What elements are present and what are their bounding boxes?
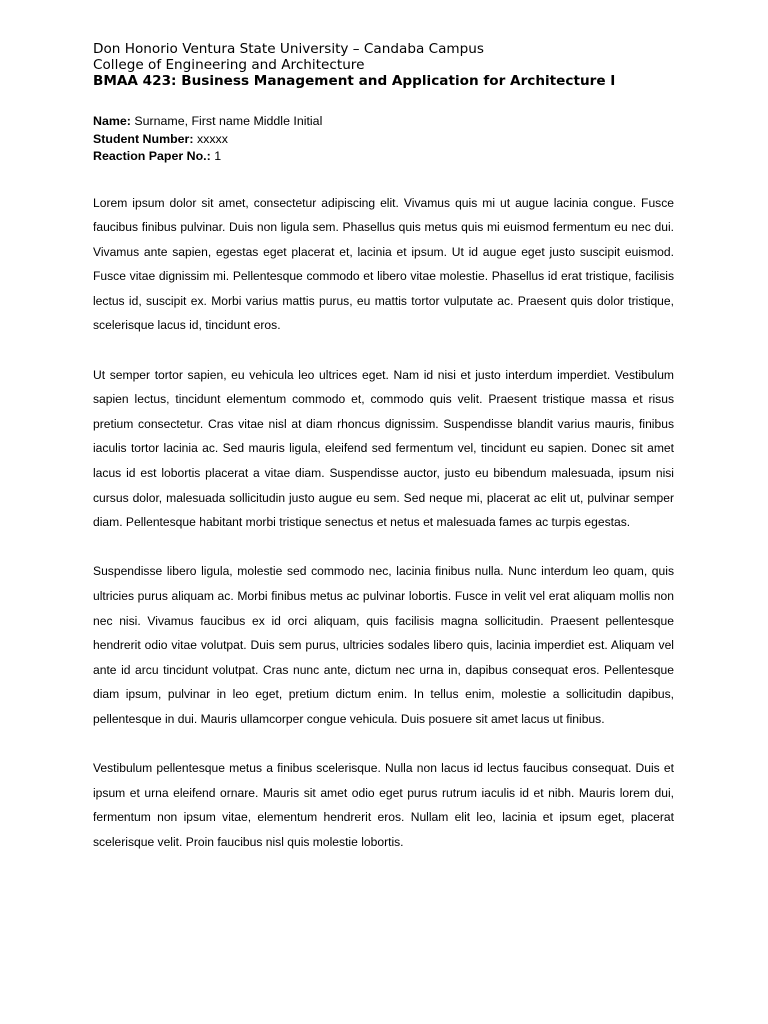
student-number-label: Student Number: [93,131,194,146]
student-info [93,113,674,166]
name-line [93,113,674,131]
paragraph: Ut semper tortor sapien, eu vehicula leo ultrices eget. Nam id nisi et justo interdum imperdiet. Vestibulum sapien lectus, tincidunt elementum commodo et, commodo quis velit. Praesent tristique massa et risus pretium consectetur. Cras vitae nisl at diam rhoncus dignissim. Suspendisse blandit varius mauris, finibus iaculis tortor lacinia ac. Sed mauris ligula, eleifend sed fermentum vel, tincidunt eu sapien. Donec sit amet lacus id est lobortis placerat a vitae diam. Suspendisse auctor, justo eu bibendum malesuada, ipsum nisi cursus dolor, malesuada sollicitudin justo augue eu sem. Sed neque mi, placerat ac elit ut, pulvinar semper diam. Pellentesque habitant morbi tristique senectus et netus et malesuada fames ac turpis egestas. [93,367,674,530]
student-number-value: xxxxx [196,131,228,146]
reaction-paper-line [93,148,674,166]
course-title: BMAA 423: Business Management and Application for Architecture I [93,73,616,89]
reaction-paper-label: Reaction Paper No.: [93,149,211,163]
paragraph: Vestibulum pellentesque metus a finibus scelerisque. Nulla non lacus id lectus faucibus consequat. Duis et ipsum et urna eleifend ornare. Mauris sit amet odio eget purus rutrum iaculis id et nibh. Mauris lorem dui, fermentum non ipsum vitae, elementum hendrerit eros. Nullam elit leo, lacinia et ipsum eget, placerat scelerisque velit. Proin faucibus nisl quis molestie lobortis. [93,761,674,849]
college-name: College of Engineering and Architecture [93,56,365,73]
name-value: Surname, First name Middle Initial [134,114,323,128]
university-name: Don Honorio Ventura State University – Candaba Campus [93,41,484,57]
paragraph: Suspendisse libero ligula, molestie sed commodo nec, lacinia finibus nulla. Nunc interdum leo quam, quis ultricies purus aliquam ac. Morbi finibus metus ac pulvinar lobortis. Fusce in velit vel erat aliquam mollis non nec nisi. Vivamus faucibus ex id orci aliquam, quis facilisis magna sollicitudin. Praesent pellentesque hendrerit odio vitae volutpat. Duis sem purus, ultricies sodales libero quis, lacinia imperdiet est. Aliquam vel ante id arcu tincidunt volutpat. Cras nunc ante, dictum nec urna in, dapibus consequat eros. Pellentesque diam ipsum, pulvinar in leo eget, pretium dictum enim. In tellus enim, molestie a sollicitudin dapibus, pellentesque in dui. Mauris ullamcorper congue vehicula. Duis posuere sit amet lacus ut finibus. [93,564,674,726]
body-text [93,191,674,855]
paragraph: Lorem ipsum dolor sit amet, consectetur adipiscing elit. Vivamus quis mi ut augue lacinia congue. Fusce faucibus finibus pulvinar. Duis non ligula sem. Phasellus quis metus quis mi euismod fermentum eu nec dui. Vivamus ante sapien, egestas eget placerat et, lacinia et ipsum. Ut id augue eget justo suscipit euismod. Fusce vitae dignissim mi. Pellentesque commodo et libero vitae molestie. Phasellus id erat tristique, facilisis lectus id, suscipit ex. Morbi varius mattis purus, eu mattis tortor vulputate ac. Praesent quis dolor tristique, scelerisque lacus id, tincidunt eros. [93,195,674,333]
reaction-paper-value: 1 [214,149,222,163]
document-page [93,42,674,879]
document-header [93,42,674,89]
name-label: Name: [93,114,131,128]
student-number-line [93,131,674,149]
